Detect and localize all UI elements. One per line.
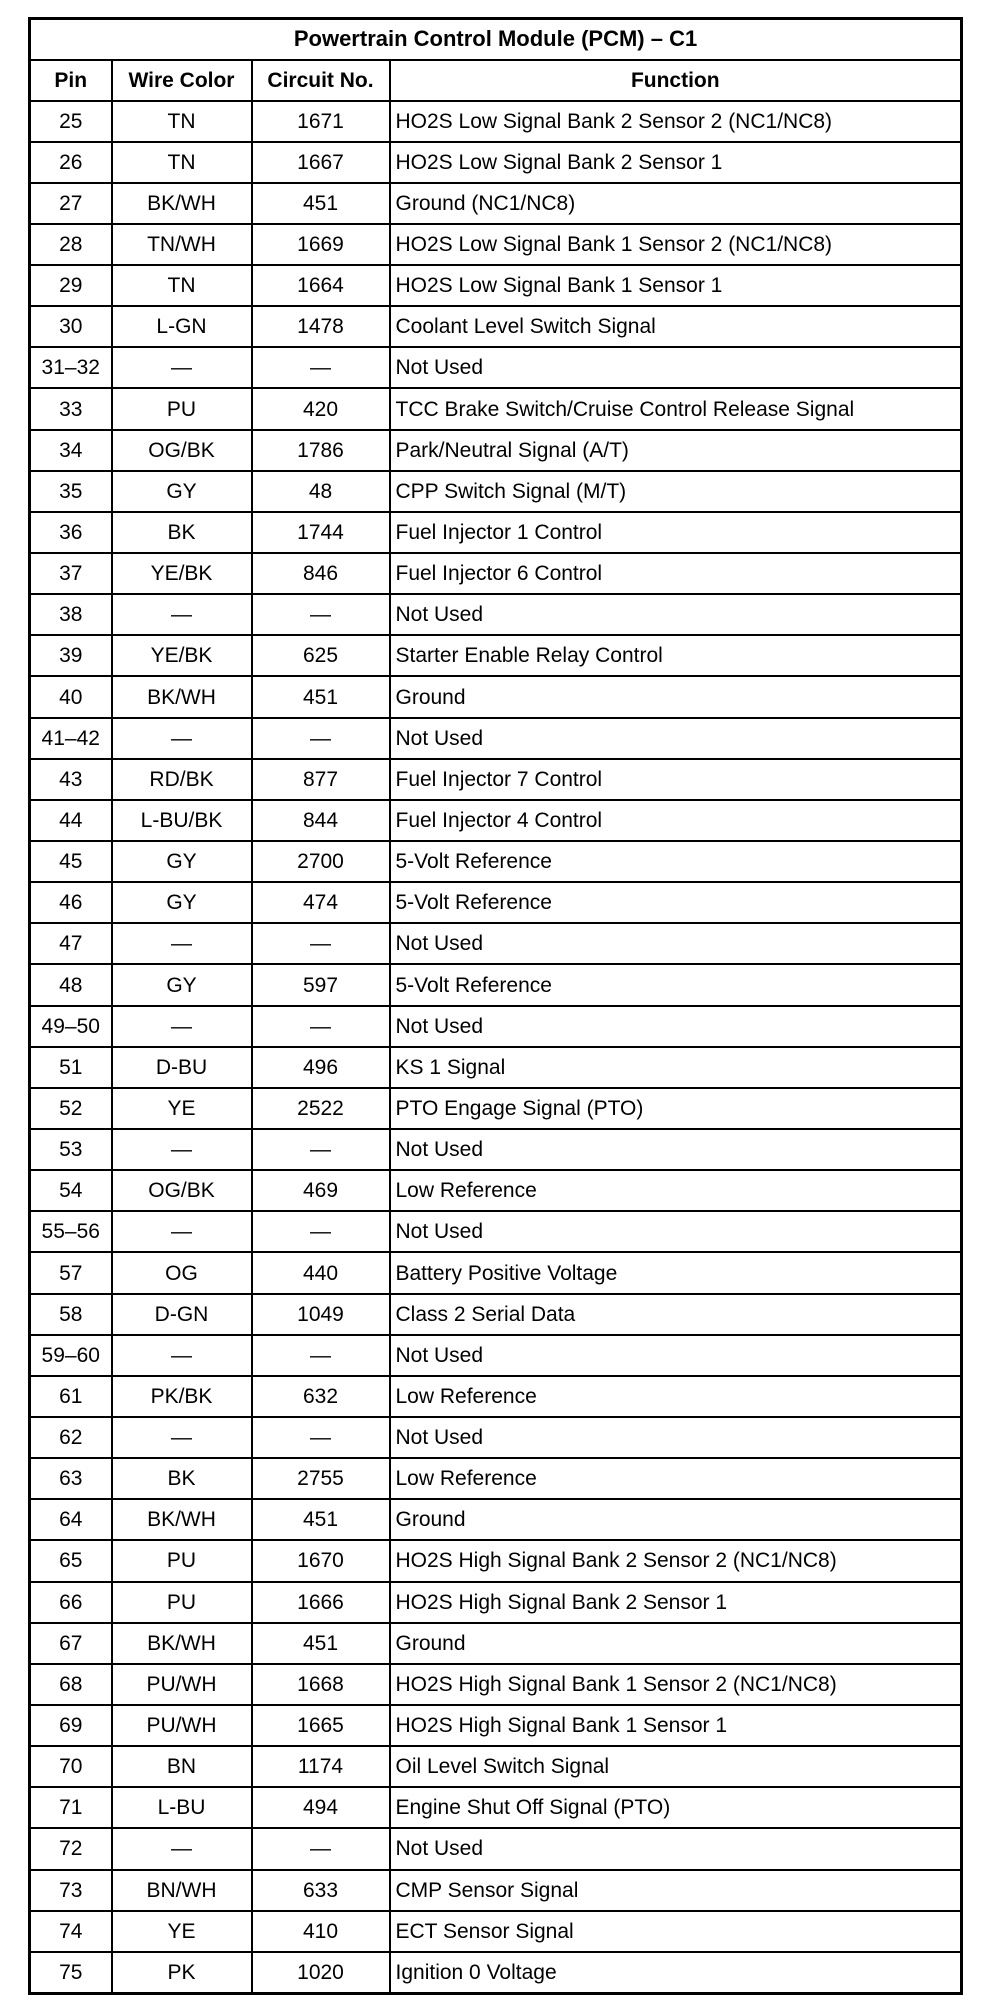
wire-color-cell: TN xyxy=(112,142,252,183)
circuit-number-cell: — xyxy=(252,347,390,388)
circuit-number-cell: — xyxy=(252,923,390,964)
pin-cell: 26 xyxy=(30,142,112,183)
function-cell: Park/Neutral Signal (A/T) xyxy=(390,430,962,471)
wire-color-cell: GY xyxy=(112,964,252,1005)
table-header-row xyxy=(30,60,962,101)
pin-cell: 52 xyxy=(30,1088,112,1129)
wire-color-cell: D-GN xyxy=(112,1294,252,1335)
wire-color-cell: — xyxy=(112,1417,252,1458)
pin-cell: 35 xyxy=(30,471,112,512)
function-cell: 5-Volt Reference xyxy=(390,882,962,923)
table-row xyxy=(30,1540,962,1581)
circuit-number-cell: — xyxy=(252,1335,390,1376)
circuit-number-cell: 1020 xyxy=(252,1952,390,1994)
wire-color-cell: L-BU xyxy=(112,1787,252,1828)
pin-cell: 34 xyxy=(30,430,112,471)
function-cell: HO2S Low Signal Bank 1 Sensor 2 (NC1/NC8) xyxy=(390,224,962,265)
wire-color-cell: BN xyxy=(112,1746,252,1787)
pin-cell: 49–50 xyxy=(30,1006,112,1047)
pin-cell: 74 xyxy=(30,1911,112,1952)
wire-color-cell: — xyxy=(112,1211,252,1252)
circuit-number-cell: 48 xyxy=(252,471,390,512)
circuit-number-cell: 1744 xyxy=(252,512,390,553)
table-row xyxy=(30,1623,962,1664)
function-cell: Not Used xyxy=(390,594,962,635)
pin-cell: 27 xyxy=(30,183,112,224)
pin-cell: 69 xyxy=(30,1705,112,1746)
table-row xyxy=(30,306,962,347)
circuit-number-cell: 2522 xyxy=(252,1088,390,1129)
table-row xyxy=(30,594,962,635)
pin-cell: 48 xyxy=(30,964,112,1005)
wire-color-cell: TN xyxy=(112,265,252,306)
function-cell: Fuel Injector 1 Control xyxy=(390,512,962,553)
circuit-number-cell: 474 xyxy=(252,882,390,923)
circuit-number-cell: 420 xyxy=(252,388,390,429)
function-cell: Not Used xyxy=(390,1335,962,1376)
table-row xyxy=(30,718,962,759)
pin-cell: 46 xyxy=(30,882,112,923)
table-row xyxy=(30,676,962,717)
table-row xyxy=(30,1170,962,1211)
pin-cell: 75 xyxy=(30,1952,112,1994)
function-cell: HO2S High Signal Bank 2 Sensor 1 xyxy=(390,1582,962,1623)
table-row xyxy=(30,882,962,923)
table-row xyxy=(30,1705,962,1746)
wire-color-cell: PU xyxy=(112,388,252,429)
function-cell: Not Used xyxy=(390,718,962,759)
table-row xyxy=(30,1828,962,1869)
table-row xyxy=(30,1294,962,1335)
circuit-number-cell: 2755 xyxy=(252,1458,390,1499)
circuit-number-cell: — xyxy=(252,594,390,635)
table-title: Powertrain Control Module (PCM) – C1 xyxy=(30,19,962,60)
pin-cell: 33 xyxy=(30,388,112,429)
wire-color-cell: — xyxy=(112,1828,252,1869)
circuit-number-cell: 440 xyxy=(252,1252,390,1293)
wire-color-cell: OG/BK xyxy=(112,1170,252,1211)
wire-color-cell: OG xyxy=(112,1252,252,1293)
wire-color-cell: TN xyxy=(112,101,252,142)
function-column-header: Function xyxy=(390,60,962,101)
function-cell: 5-Volt Reference xyxy=(390,964,962,1005)
circuit-number-cell: 451 xyxy=(252,676,390,717)
table-row xyxy=(30,1006,962,1047)
function-cell: Fuel Injector 6 Control xyxy=(390,553,962,594)
table-row xyxy=(30,347,962,388)
function-cell: Low Reference xyxy=(390,1458,962,1499)
wire-color-cell: GY xyxy=(112,882,252,923)
pin-cell: 37 xyxy=(30,553,112,594)
table-row xyxy=(30,800,962,841)
function-cell: Not Used xyxy=(390,1006,962,1047)
function-cell: HO2S High Signal Bank 2 Sensor 2 (NC1/NC8) xyxy=(390,1540,962,1581)
function-cell: Fuel Injector 7 Control xyxy=(390,759,962,800)
function-cell: Not Used xyxy=(390,1129,962,1170)
function-cell: Not Used xyxy=(390,1828,962,1869)
wire-color-cell: BK/WH xyxy=(112,183,252,224)
function-cell: KS 1 Signal xyxy=(390,1047,962,1088)
pin-cell: 53 xyxy=(30,1129,112,1170)
function-cell: PTO Engage Signal (PTO) xyxy=(390,1088,962,1129)
wire-color-cell: PU xyxy=(112,1582,252,1623)
function-cell: Coolant Level Switch Signal xyxy=(390,306,962,347)
wire-color-cell: — xyxy=(112,347,252,388)
table-row xyxy=(30,553,962,594)
circuit-number-cell: 451 xyxy=(252,1623,390,1664)
function-cell: Fuel Injector 4 Control xyxy=(390,800,962,841)
pin-cell: 47 xyxy=(30,923,112,964)
table-row xyxy=(30,1129,962,1170)
table-row xyxy=(30,1252,962,1293)
pin-cell: 29 xyxy=(30,265,112,306)
function-cell: Not Used xyxy=(390,347,962,388)
wire-color-cell: — xyxy=(112,594,252,635)
pin-cell: 57 xyxy=(30,1252,112,1293)
pin-cell: 28 xyxy=(30,224,112,265)
table-row xyxy=(30,841,962,882)
table-row xyxy=(30,388,962,429)
pin-cell: 40 xyxy=(30,676,112,717)
circuit-number-cell: 1665 xyxy=(252,1705,390,1746)
table-row xyxy=(30,1047,962,1088)
pin-cell: 54 xyxy=(30,1170,112,1211)
pin-cell: 62 xyxy=(30,1417,112,1458)
wire-color-cell: OG/BK xyxy=(112,430,252,471)
wire-color-cell: — xyxy=(112,923,252,964)
pin-cell: 67 xyxy=(30,1623,112,1664)
circuit-number-cell: 844 xyxy=(252,800,390,841)
table-title-row xyxy=(30,19,962,60)
circuit-number-cell: 1671 xyxy=(252,101,390,142)
pin-cell: 73 xyxy=(30,1870,112,1911)
function-cell: Class 2 Serial Data xyxy=(390,1294,962,1335)
table-row xyxy=(30,923,962,964)
wire-color-cell: PU xyxy=(112,1540,252,1581)
function-cell: ECT Sensor Signal xyxy=(390,1911,962,1952)
function-cell: HO2S Low Signal Bank 2 Sensor 2 (NC1/NC8) xyxy=(390,101,962,142)
function-cell: Ignition 0 Voltage xyxy=(390,1952,962,1994)
table-row xyxy=(30,635,962,676)
pin-cell: 38 xyxy=(30,594,112,635)
wire-color-cell: PK xyxy=(112,1952,252,1994)
table-row xyxy=(30,1417,962,1458)
table-row xyxy=(30,1582,962,1623)
wire-color-cell: BK xyxy=(112,512,252,553)
function-cell: HO2S Low Signal Bank 2 Sensor 1 xyxy=(390,142,962,183)
pin-cell: 71 xyxy=(30,1787,112,1828)
function-cell: Oil Level Switch Signal xyxy=(390,1746,962,1787)
pin-cell: 43 xyxy=(30,759,112,800)
circuit-number-cell: — xyxy=(252,1417,390,1458)
pin-cell: 64 xyxy=(30,1499,112,1540)
circuit-number-cell: 1664 xyxy=(252,265,390,306)
function-cell: Low Reference xyxy=(390,1376,962,1417)
circuit-number-cell: 1478 xyxy=(252,306,390,347)
function-cell: Ground xyxy=(390,676,962,717)
pcm-connector-table xyxy=(28,17,963,1995)
function-cell: Not Used xyxy=(390,1417,962,1458)
wire-color-cell: D-BU xyxy=(112,1047,252,1088)
circuit-number-cell: 1049 xyxy=(252,1294,390,1335)
wire-color-cell: YE/BK xyxy=(112,635,252,676)
circuit-number-cell: 1666 xyxy=(252,1582,390,1623)
table-row xyxy=(30,1952,962,1994)
wire-color-cell: PK/BK xyxy=(112,1376,252,1417)
table-row xyxy=(30,964,962,1005)
circuit-number-cell: 877 xyxy=(252,759,390,800)
table-row xyxy=(30,1211,962,1252)
circuit-number-cell: 625 xyxy=(252,635,390,676)
circuit-number-cell: 469 xyxy=(252,1170,390,1211)
wire-color-cell: TN/WH xyxy=(112,224,252,265)
wire-color-cell: PU/WH xyxy=(112,1664,252,1705)
table-row xyxy=(30,1870,962,1911)
table-row xyxy=(30,1376,962,1417)
wire-color-cell: YE xyxy=(112,1911,252,1952)
function-cell: HO2S High Signal Bank 1 Sensor 1 xyxy=(390,1705,962,1746)
table-row xyxy=(30,101,962,142)
wire-color-cell: BK/WH xyxy=(112,1499,252,1540)
wire-color-cell: BK/WH xyxy=(112,676,252,717)
table-row xyxy=(30,1746,962,1787)
function-cell: TCC Brake Switch/Cruise Control Release Signal xyxy=(390,388,962,429)
wire-color-column-header: Wire Color xyxy=(112,60,252,101)
circuit-number-cell: 1786 xyxy=(252,430,390,471)
circuit-number-column-header: Circuit No. xyxy=(252,60,390,101)
function-cell: Battery Positive Voltage xyxy=(390,1252,962,1293)
pin-cell: 36 xyxy=(30,512,112,553)
pin-cell: 58 xyxy=(30,1294,112,1335)
pin-cell: 31–32 xyxy=(30,347,112,388)
function-cell: Not Used xyxy=(390,923,962,964)
pin-cell: 68 xyxy=(30,1664,112,1705)
wire-color-cell: — xyxy=(112,1006,252,1047)
circuit-number-cell: — xyxy=(252,718,390,759)
wire-color-cell: BK/WH xyxy=(112,1623,252,1664)
function-cell: HO2S High Signal Bank 1 Sensor 2 (NC1/NC8) xyxy=(390,1664,962,1705)
wire-color-cell: GY xyxy=(112,841,252,882)
pin-cell: 39 xyxy=(30,635,112,676)
table-row xyxy=(30,471,962,512)
pin-cell: 72 xyxy=(30,1828,112,1869)
table-row xyxy=(30,1664,962,1705)
pin-column-header: Pin xyxy=(30,60,112,101)
table-body xyxy=(30,101,962,1994)
function-cell: Engine Shut Off Signal (PTO) xyxy=(390,1787,962,1828)
wire-color-cell: YE/BK xyxy=(112,553,252,594)
pin-cell: 45 xyxy=(30,841,112,882)
table-row xyxy=(30,1088,962,1129)
pin-cell: 61 xyxy=(30,1376,112,1417)
circuit-number-cell: 1669 xyxy=(252,224,390,265)
wire-color-cell: L-GN xyxy=(112,306,252,347)
circuit-number-cell: 451 xyxy=(252,183,390,224)
circuit-number-cell: 1668 xyxy=(252,1664,390,1705)
circuit-number-cell: 494 xyxy=(252,1787,390,1828)
circuit-number-cell: — xyxy=(252,1006,390,1047)
wire-color-cell: GY xyxy=(112,471,252,512)
pin-cell: 44 xyxy=(30,800,112,841)
function-cell: Low Reference xyxy=(390,1170,962,1211)
table-row xyxy=(30,183,962,224)
wire-color-cell: PU/WH xyxy=(112,1705,252,1746)
pin-cell: 55–56 xyxy=(30,1211,112,1252)
pin-cell: 66 xyxy=(30,1582,112,1623)
wire-color-cell: RD/BK xyxy=(112,759,252,800)
function-cell: HO2S Low Signal Bank 1 Sensor 1 xyxy=(390,265,962,306)
table-row xyxy=(30,430,962,471)
wire-color-cell: YE xyxy=(112,1088,252,1129)
circuit-number-cell: 846 xyxy=(252,553,390,594)
table-row xyxy=(30,512,962,553)
pin-cell: 30 xyxy=(30,306,112,347)
circuit-number-cell: 451 xyxy=(252,1499,390,1540)
pin-cell: 59–60 xyxy=(30,1335,112,1376)
pin-cell: 51 xyxy=(30,1047,112,1088)
circuit-number-cell: 496 xyxy=(252,1047,390,1088)
table-row xyxy=(30,1458,962,1499)
pin-cell: 70 xyxy=(30,1746,112,1787)
pin-cell: 65 xyxy=(30,1540,112,1581)
wire-color-cell: — xyxy=(112,1129,252,1170)
table-row xyxy=(30,759,962,800)
circuit-number-cell: — xyxy=(252,1828,390,1869)
table-row xyxy=(30,1335,962,1376)
circuit-number-cell: 1667 xyxy=(252,142,390,183)
function-cell: CMP Sensor Signal xyxy=(390,1870,962,1911)
circuit-number-cell: 410 xyxy=(252,1911,390,1952)
circuit-number-cell: 633 xyxy=(252,1870,390,1911)
table-row xyxy=(30,265,962,306)
table-row xyxy=(30,224,962,265)
table-row xyxy=(30,142,962,183)
pin-cell: 25 xyxy=(30,101,112,142)
circuit-number-cell: — xyxy=(252,1211,390,1252)
circuit-number-cell: 1670 xyxy=(252,1540,390,1581)
wire-color-cell: — xyxy=(112,1335,252,1376)
pin-cell: 63 xyxy=(30,1458,112,1499)
function-cell: 5-Volt Reference xyxy=(390,841,962,882)
wire-color-cell: BK xyxy=(112,1458,252,1499)
function-cell: Ground xyxy=(390,1623,962,1664)
function-cell: CPP Switch Signal (M/T) xyxy=(390,471,962,512)
wire-color-cell: BN/WH xyxy=(112,1870,252,1911)
circuit-number-cell: — xyxy=(252,1129,390,1170)
function-cell: Ground (NC1/NC8) xyxy=(390,183,962,224)
table-row xyxy=(30,1499,962,1540)
wire-color-cell: — xyxy=(112,718,252,759)
table-row xyxy=(30,1911,962,1952)
function-cell: Ground xyxy=(390,1499,962,1540)
wire-color-cell: L-BU/BK xyxy=(112,800,252,841)
table-row xyxy=(30,1787,962,1828)
function-cell: Starter Enable Relay Control xyxy=(390,635,962,676)
function-cell: Not Used xyxy=(390,1211,962,1252)
circuit-number-cell: 2700 xyxy=(252,841,390,882)
circuit-number-cell: 632 xyxy=(252,1376,390,1417)
pin-cell: 41–42 xyxy=(30,718,112,759)
circuit-number-cell: 1174 xyxy=(252,1746,390,1787)
circuit-number-cell: 597 xyxy=(252,964,390,1005)
